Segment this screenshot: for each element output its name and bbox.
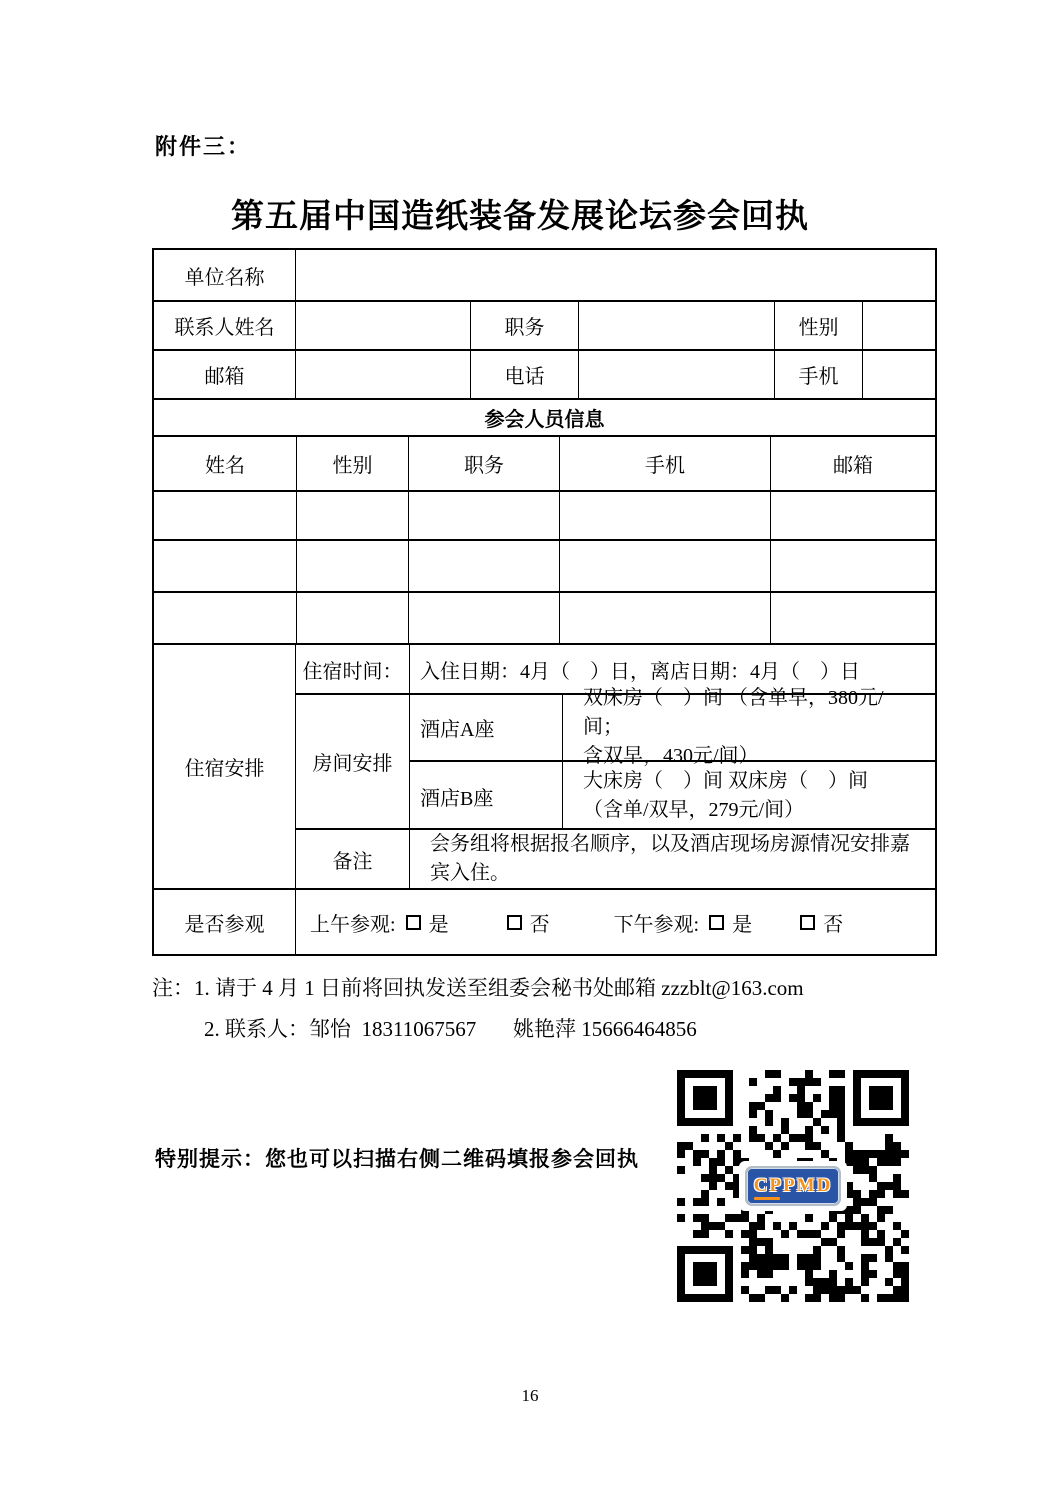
contact-name-field [296,302,471,349]
mobile-field [863,351,935,398]
room-arrangement-row [296,687,935,830]
phone-label: 电话 [471,351,579,398]
note-line-1: 注：1. 请于 4 月 1 日前将回执发送至组委会秘书处邮箱 zzzblt@163.com [152,976,804,1000]
hotel-b-label: 酒店B座 [410,762,563,830]
contact-name-label: 联系人姓名 [154,302,296,349]
attendee-cell [297,593,409,643]
note-line-2: 2. 联系人：邹怡 18311067567 姚艳萍 15666464856 [204,1017,697,1041]
registration-form-table [152,248,937,956]
gender-label: 性别 [775,302,863,349]
attendee-row-2 [154,541,935,593]
afternoon-yes-checkbox [709,915,724,930]
morning-yes-label: 是 [428,913,449,936]
morning-no-checkbox [507,915,522,930]
afternoon-yes-label: 是 [732,913,753,936]
cppmd-logo-accent [754,1197,780,1200]
attendee-cell [297,492,409,539]
col-header-email: 邮箱 [833,455,873,477]
lodging-time-value: 入住日期：4月（ ）日，离店日期：4月（ ）日 [420,660,860,683]
attendees-header-row [154,400,935,437]
morning-no-label: 否 [529,913,550,936]
gender-field [863,302,935,349]
attendee-cell [154,492,297,539]
email-field [296,351,471,398]
attendees-header: 参会人员信息 [484,409,605,431]
hotel-b-desc-line1: 大床房（ ）间 双床房（ ）间 [583,770,868,792]
attendee-row-3 [154,593,935,645]
hotel-a-row [410,687,935,767]
attendee-cell [154,541,297,591]
hotel-a-desc-line2: 含双早，430元/间） [583,745,759,767]
afternoon-visit-label: 下午参观: [613,913,700,936]
afternoon-no-label: 否 [823,913,844,936]
visit-options [296,890,935,954]
morning-yes-checkbox [406,915,421,930]
hotel-b-desc-line2: （含单/双早，279元/间） [583,799,805,821]
hotel-b-desc [563,762,935,830]
col-header-gender: 性别 [297,437,409,490]
phone-field [579,351,775,398]
lodging-section [154,645,935,890]
company-row [154,250,935,302]
company-name-field [296,250,935,300]
col-header-name: 姓名 [154,437,297,490]
attachment-label: 附件三： [155,134,252,159]
col-header-position: 职务 [409,437,560,490]
qr-finder-top-right [853,1070,909,1126]
room-arrangement-label: 房间安排 [296,695,410,828]
hotel-a-desc-line1: 双床房（ ）间 （含单早，380元/间； [583,687,884,738]
attendee-cell [771,593,935,643]
contact-row [154,302,935,351]
visit-label: 是否参观 [154,890,296,954]
email-row [154,351,935,400]
page-number: 16 [521,1386,539,1405]
position-field [579,302,775,349]
attendee-cell [771,492,935,539]
position-label: 职务 [471,302,579,349]
attendee-cell [560,492,771,539]
col-header-mobile: 手机 [560,437,771,490]
mobile-label: 手机 [775,351,863,398]
qr-finder-top-left [677,1070,733,1126]
attendee-row-1 [154,492,935,541]
lodging-section-label: 住宿安排 [154,645,296,888]
afternoon-no-checkbox [800,915,815,930]
hotel-a-desc [563,687,935,767]
attendee-columns-row [154,437,935,492]
attendee-cell [560,593,771,643]
attendee-cell [771,541,935,591]
cppmd-logo-text: CPPMD [753,1175,833,1196]
attendee-cell [560,541,771,591]
qr-finder-bottom-left [677,1246,733,1302]
morning-visit-label: 上午参观: [310,913,396,936]
qr-code [677,1070,909,1302]
remark-text-cell [410,830,935,888]
remark-label: 备注 [296,830,410,888]
cppmd-logo [745,1166,841,1206]
special-tip: 特别提示：您也可以扫描右侧二维码填报参会回执 [155,1147,639,1171]
remark-row [296,830,935,888]
page-title: 第五届中国造纸装备发展论坛参会回执 [231,199,809,235]
attendee-cell [409,541,560,591]
hotel-a-label: 酒店A座 [410,695,563,760]
attendee-cell [409,492,560,539]
email-label: 邮箱 [154,351,296,398]
company-name-label: 单位名称 [154,250,296,300]
attendee-cell [154,593,297,643]
attendee-cell [409,593,560,643]
qr-logo-frame [739,1161,847,1211]
remark-text: 会务组将根据报名顺序，以及酒店现场房源情况安排嘉宾入住。 [430,833,910,884]
hotel-b-row [410,762,935,830]
attendee-cell [297,541,409,591]
lodging-time-label: 住宿时间： [296,645,410,693]
visit-row [154,890,935,954]
